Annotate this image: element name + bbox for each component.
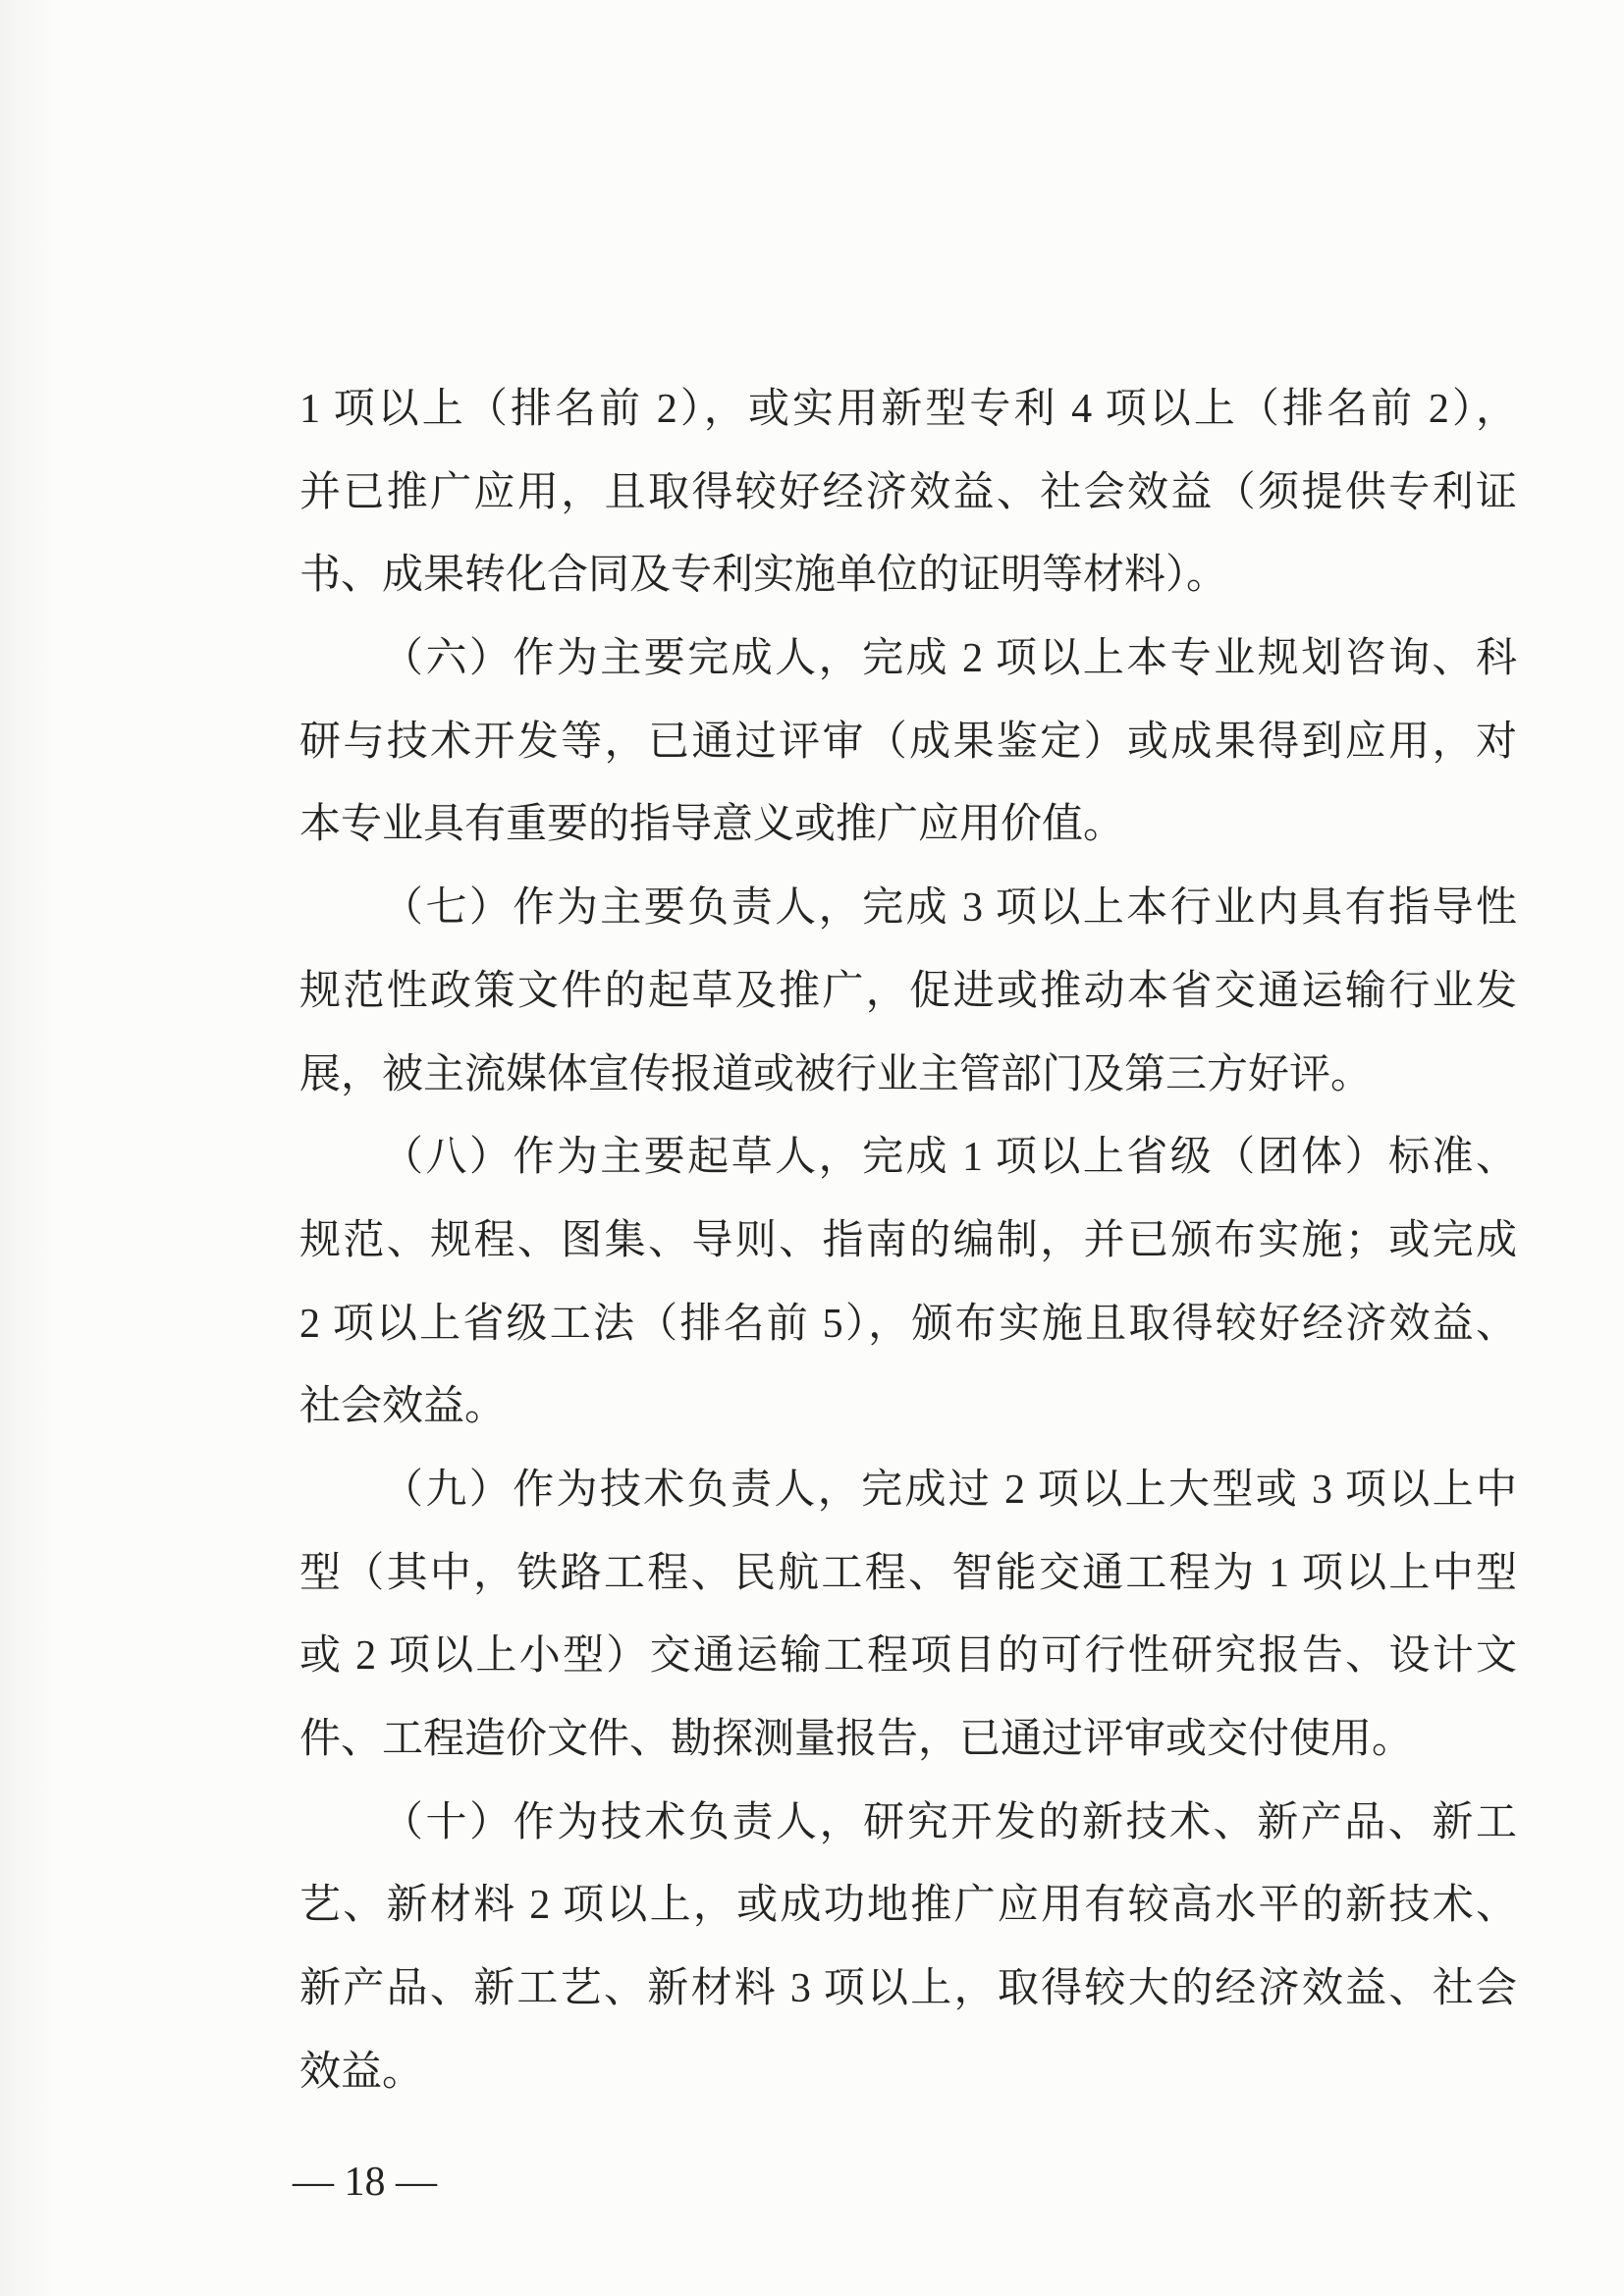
document-body [299, 368, 1517, 2113]
text-line: （八）作为主要起草人，完成 1 项以上省级（团体）标准、 [382, 1135, 1517, 1181]
text-line: 艺、新材料 2 项以上，或成功地推广应用有较高水平的新技术、 [299, 1883, 1517, 1929]
text-line: 型（其中，铁路工程、民航工程、智能交通工程为 1 项以上中型 [299, 1550, 1517, 1596]
page-number: — 18 — [293, 2160, 437, 2205]
text-line: 书、成果转化合同及专利实施单位的证明等材料）。 [299, 553, 1228, 599]
text-line: （九）作为技术负责人，完成过 2 项以上大型或 3 项以上中 [382, 1467, 1517, 1513]
paragraph-continued [299, 368, 1517, 617]
text-line: （十）作为技术负责人，研究开发的新技术、新产品、新工 [382, 1799, 1517, 1845]
paragraph-item-10 [299, 1782, 1517, 2114]
text-line: （七）作为主要负责人，完成 3 项以上本行业内具有指导性 [382, 885, 1517, 932]
text-line: 2 项以上省级工法（排名前 5），颁布实施且取得较好经济效益、 [299, 1301, 1517, 1347]
text-line: 规范、规程、图集、导则、指南的编制，并已颁布实施；或完成 [299, 1217, 1517, 1263]
text-line: 规范性政策文件的起草及推广，促进或推动本省交通运输行业发 [299, 968, 1517, 1014]
text-line: 研与技术开发等，已通过评审（成果鉴定）或成果得到应用，对 [299, 719, 1517, 765]
text-line: 1 项以上（排名前 2），或实用新型专利 4 项以上（排名前 2）， [299, 387, 1517, 432]
paragraph-item-6 [299, 617, 1517, 867]
paragraph-item-9 [299, 1449, 1517, 1782]
paragraph-item-7 [299, 867, 1517, 1116]
text-line: 效益。 [299, 2049, 424, 2095]
text-line: 社会效益。 [299, 1384, 507, 1430]
text-line: （六）作为主要完成人，完成 2 项以上本专业规划咨询、科 [382, 636, 1517, 682]
text-line: 新产品、新工艺、新材料 3 项以上，取得较大的经济效益、社会 [299, 1966, 1517, 2012]
text-line: 或 2 项以上小型）交通运输工程项目的可行性研究报告、设计文 [299, 1633, 1517, 1680]
paragraph-item-8 [299, 1116, 1517, 1449]
text-line: 并已推广应用，且取得较好经济效益、社会效益（须提供专利证 [299, 469, 1517, 515]
text-line: 本专业具有重要的指导意义或推广应用价值。 [299, 802, 1125, 848]
text-line: 件、工程造价文件、勘探测量报告，已通过评审或交付使用。 [299, 1717, 1414, 1762]
text-line: 展，被主流媒体宣传报道或被行业主管部门及第三方好评。 [299, 1051, 1373, 1097]
